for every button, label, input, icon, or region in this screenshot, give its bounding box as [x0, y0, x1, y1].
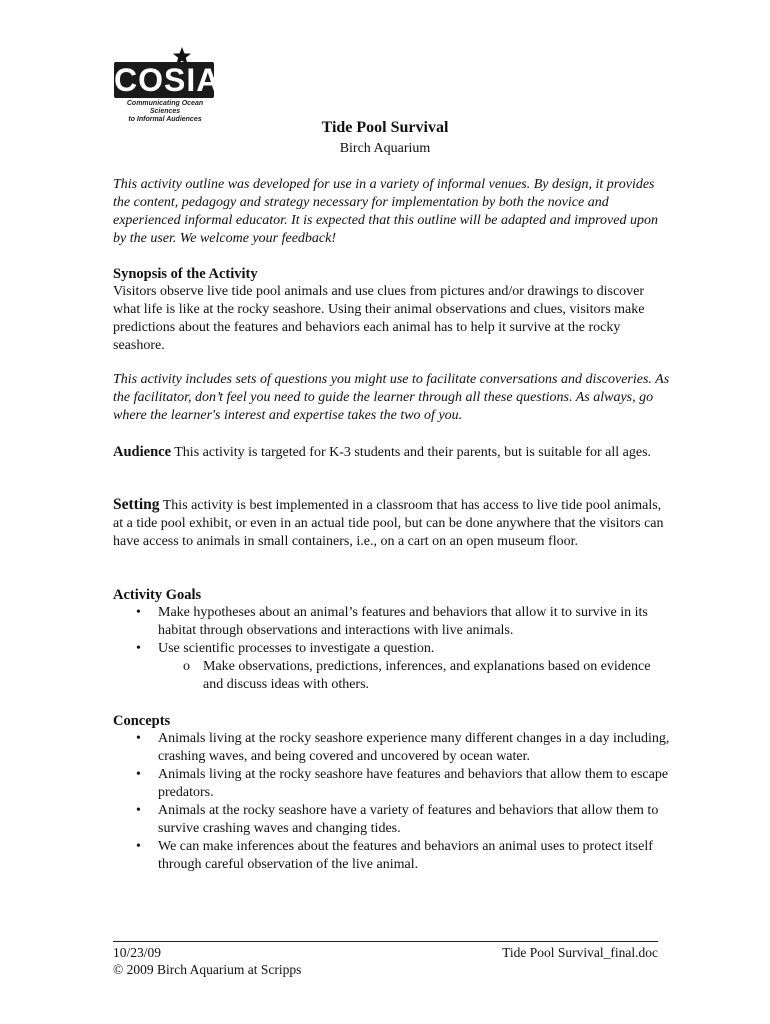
audience-label: Audience [113, 444, 171, 460]
bullet-icon: • [136, 839, 141, 854]
cosia-logo [112, 46, 221, 123]
footer-filename: Tide Pool Survival_final.doc [502, 945, 658, 960]
intro-paragraph: This activity outline was developed for use in a variety of informal venues. By design, it provides the content, pedagogy and strategy necessary for implementation by both the novice and experienced informal educator. It is expected that this outline will be adapted and improved upon by the user. We welcome your feedback! [113, 177, 658, 246]
sub-bullet-icon: o [183, 659, 190, 674]
bullet-icon: • [136, 767, 141, 782]
facilitator-note: This activity includes sets of questions you might use to facilitate conversations and discoveries. As the facilitator, don’t feel you need to guide the learner through all these questions. As always, go where the learner's interest and expertise takes the two of you. [113, 372, 670, 423]
footer-date: 10/23/09 [113, 945, 162, 960]
document-title: Tide Pool Survival [321, 119, 449, 136]
synopsis-section [113, 265, 673, 355]
audience-section [113, 443, 673, 462]
bullet-icon: • [136, 803, 141, 818]
audience-text: This activity is targeted for K-3 students and their parents, but is suitable for all ages. [171, 445, 652, 460]
list-item: • Animals living at the rocky seashore experience many different changes in a day including, crashing waves, and being covered and uncovered by ocean water. [136, 731, 670, 764]
goals-section [113, 586, 673, 694]
bullet-icon: • [136, 605, 141, 620]
synopsis-text: Visitors observe live tide pool animals and use clues from pictures and/or drawings to discover what life is like at the rocky seashore. Using their animal observations and clues, visitors make predictions about the features and behaviors each animal has to help it survive at the rocky seashore. [113, 284, 645, 353]
sub-list-item: o Make observations, predictions, inferences, and explanations based on evidence and discuss ideas with others. [183, 659, 651, 692]
setting-text: This activity is best implemented in a classroom that has access to live tide pool animals, at a tide pool exhibit, or even in an actual tide pool, but can be done anywhere that the visitors can have access to animals in small containers, i.e., on a cart on an open museum floor. [113, 498, 664, 549]
logo-wordmark: COSIA [114, 62, 221, 98]
synopsis-heading: Synopsis of the Activity [113, 266, 258, 282]
footer-copyright: © 2009 Birch Aquarium at Scripps [113, 962, 302, 977]
setting-section [113, 496, 673, 551]
concepts-section [113, 712, 673, 874]
goals-heading: Activity Goals [113, 587, 202, 603]
footer-divider [113, 941, 658, 942]
concepts-heading: Concepts [113, 713, 171, 729]
setting-label: Setting [113, 496, 160, 513]
list-item: • We can make inferences about the features and behaviors an animal uses to protect itself through careful observation of the live animal. [136, 839, 653, 872]
list-item: • Animals at the rocky seashore have a variety of features and behaviors that allow them to survive crashing waves and changing tides. [136, 803, 659, 836]
list-item: • Use scientific processes to investigate a question. [136, 641, 435, 656]
list-item: • Animals living at the rocky seashore have features and behaviors that allow them to escape predators. [136, 767, 669, 800]
footer-left [113, 944, 301, 978]
document-subtitle: Birch Aquarium [339, 141, 431, 156]
list-item: • Make hypotheses about an animal’s features and behaviors that allow it to survive in its habitat through observations and interactions with live animals. [136, 605, 648, 638]
logo-tagline: Communicating Ocean Sciences to Informal Audiences [126, 100, 204, 123]
bullet-icon: • [136, 731, 141, 746]
bullet-icon: • [136, 641, 141, 656]
